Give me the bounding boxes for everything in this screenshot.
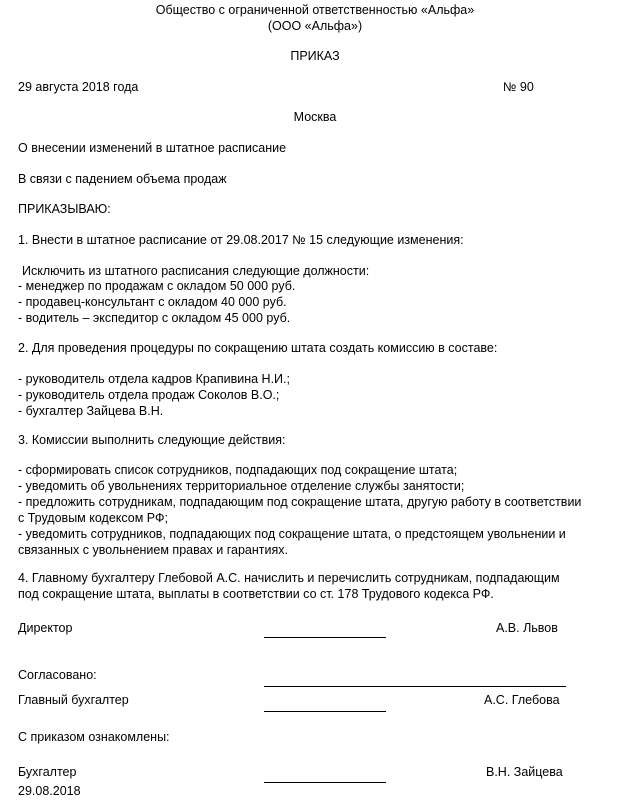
org-name: Общество с ограниченной ответственностью «Альфа»	[155, 3, 475, 17]
order-city: Москва	[293, 110, 337, 124]
list-item: - уведомить сотрудников, подпадающих под сокращение штата, о предстоящем увольнении и	[18, 527, 566, 541]
item-1-list	[18, 278, 626, 326]
item-3-list	[18, 462, 626, 558]
approved-label: Согласовано:	[18, 668, 97, 682]
org-short-name: (ООО «Альфа»)	[267, 19, 363, 33]
chief-accountant-name: А.С. Глебова	[484, 693, 560, 707]
accountant-signature-line	[264, 782, 386, 783]
order-word: ПРИКАЗЫВАЮ:	[18, 202, 111, 216]
list-item: - руководитель отдела продаж Соколов В.О.;	[18, 388, 280, 402]
item-1-heading: 1. Внести в штатное расписание от 29.08.2017 № 15 следующие изменения:	[18, 233, 464, 247]
paragraph-line: под сокращение штата, выплаты в соответствии со ст. 178 Трудового кодекса РФ.	[18, 587, 494, 601]
list-item: - водитель – экспедитор с окладом 45 000 руб.	[18, 311, 291, 325]
order-subject: О внесении изменений в штатное расписание	[18, 141, 287, 155]
order-number: № 90	[503, 80, 534, 94]
list-item: с Трудовым кодексом РФ;	[18, 511, 168, 525]
list-item: - уведомить об увольнениях территориальное отделение службы занятости;	[18, 479, 465, 493]
item-2-heading: 2. Для проведения процедуры по сокращению штата создать комиссию в составе:	[18, 341, 498, 355]
order-date: 29 августа 2018 года	[18, 80, 139, 94]
list-item: - бухгалтер Зайцева В.Н.	[18, 404, 164, 418]
director-signature-line	[264, 637, 386, 638]
list-item: связанных с увольнением правах и гарантиях.	[18, 543, 288, 557]
director-name: А.В. Львов	[496, 621, 558, 635]
list-item: - продавец-консультант с окладом 40 000 руб.	[18, 295, 287, 309]
accountant-name: В.Н. Зайцева	[486, 765, 563, 779]
item-1-intro: Исключить из штатного расписания следующие должности:	[22, 264, 370, 278]
list-item: - менеджер по продажам с окладом 50 000 руб.	[18, 279, 296, 293]
paragraph-line: 4. Главному бухгалтеру Глебовой А.С. начислить и перечислить сотрудникам, подпадающим	[18, 571, 560, 585]
director-label: Директор	[18, 621, 73, 635]
item-4-paragraph	[18, 570, 626, 602]
document-title: ПРИКАЗ	[290, 49, 340, 63]
acquainted-label: С приказом ознакомлены:	[18, 730, 170, 744]
list-item: - сформировать список сотрудников, подпадающих под сокращение штата;	[18, 463, 458, 477]
chief-accountant-label: Главный бухгалтер	[18, 693, 129, 707]
order-basis: В связи с падением объема продаж	[18, 172, 227, 186]
chief-accountant-signature-line	[264, 711, 386, 712]
accountant-date: 29.08.2018	[18, 784, 81, 798]
list-item: - руководитель отдела кадров Крапивина Н.И.;	[18, 372, 290, 386]
list-item: - предложить сотрудникам, подпадающим под сокращение штата, другую работу в соответствии	[18, 495, 582, 509]
item-2-list	[18, 371, 626, 419]
accountant-label: Бухгалтер	[18, 765, 77, 779]
item-3-heading: 3. Комиссии выполнить следующие действия:	[18, 433, 286, 447]
approval-line	[264, 686, 566, 687]
